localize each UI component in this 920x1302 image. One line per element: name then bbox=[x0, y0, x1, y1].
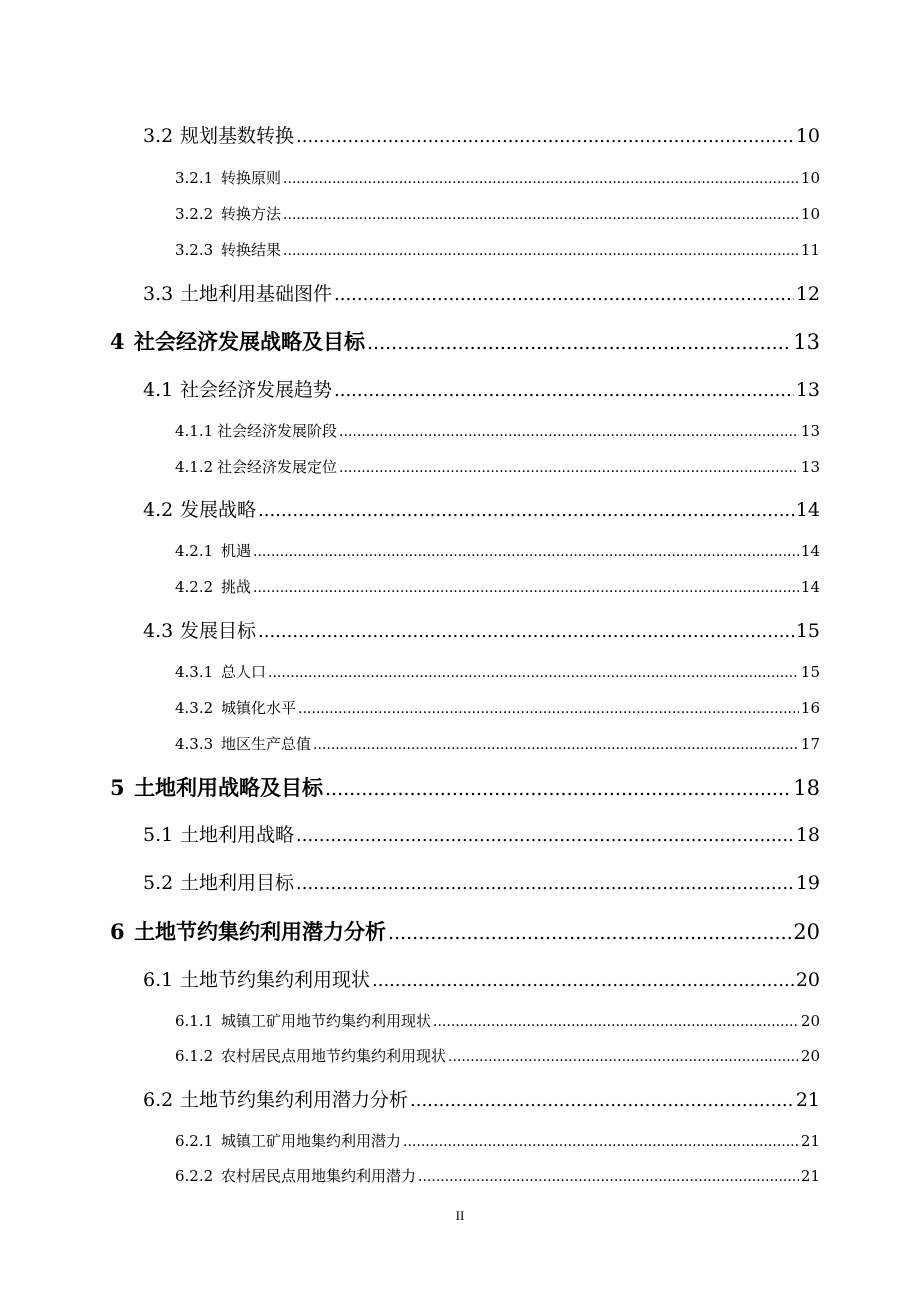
toc-entry-number: 3.2.3 bbox=[175, 241, 214, 259]
toc-entry-title: 发展目标 bbox=[180, 620, 257, 642]
toc-entry-page: 20 bbox=[800, 1047, 820, 1065]
toc-entry-page: 10 bbox=[795, 125, 820, 147]
dot-leader bbox=[258, 500, 794, 521]
toc-entry-page: 19 bbox=[795, 872, 820, 894]
toc-entry[interactable] bbox=[143, 616, 820, 643]
toc-entry-number: 4.3.2 bbox=[175, 699, 214, 717]
toc-entry[interactable] bbox=[175, 1045, 820, 1066]
toc-entry[interactable] bbox=[143, 495, 820, 522]
toc-entry[interactable] bbox=[143, 965, 820, 992]
toc-entry-page: 14 bbox=[800, 578, 820, 596]
toc-entry-title: 城镇化水平 bbox=[221, 699, 297, 717]
dot-leader bbox=[253, 580, 799, 596]
toc-entry-page: 17 bbox=[800, 735, 820, 753]
toc-entry-title: 转换原则 bbox=[221, 169, 282, 187]
dot-leader bbox=[253, 544, 799, 560]
toc-entry-title: 土地利用战略及目标 bbox=[134, 775, 323, 800]
toc-entry-page: 14 bbox=[795, 499, 820, 521]
toc-entry-page: 13 bbox=[800, 422, 820, 440]
toc-entry-number: 4.2 bbox=[143, 499, 174, 521]
toc-entry-number: 4.1.2 bbox=[175, 458, 214, 476]
toc-entry-title: 总人口 bbox=[221, 663, 267, 681]
toc-entry-title: 土地节约集约利用潜力分析 bbox=[180, 1089, 409, 1111]
dot-leader bbox=[388, 922, 791, 944]
dot-leader bbox=[410, 1090, 794, 1111]
dot-leader bbox=[339, 460, 799, 476]
dot-leader bbox=[433, 1014, 799, 1030]
toc-entry-page: 14 bbox=[800, 542, 820, 560]
toc-entry-number: 5.2 bbox=[143, 872, 174, 894]
toc-entry-number: 6.1 bbox=[143, 969, 174, 991]
toc-entry-title: 社会经济发展趋势 bbox=[180, 379, 333, 401]
toc-entry-number: 4.1.1 bbox=[175, 422, 214, 440]
toc-entry[interactable] bbox=[110, 916, 820, 946]
toc-entry-number: 5 bbox=[110, 775, 125, 800]
toc-entry[interactable] bbox=[175, 576, 820, 597]
toc-entry-page: 10 bbox=[800, 169, 820, 187]
toc-entry[interactable] bbox=[175, 733, 820, 754]
toc-entry-title: 农村居民点用地节约集约利用现状 bbox=[221, 1047, 447, 1065]
toc-entry-title: 地区生产总值 bbox=[221, 735, 312, 753]
toc-entry-title: 土地节约集约利用现状 bbox=[180, 969, 371, 991]
dot-leader bbox=[334, 284, 794, 305]
toc-entry[interactable] bbox=[175, 697, 820, 718]
dot-leader bbox=[403, 1134, 799, 1150]
toc-entry-page: 20 bbox=[795, 969, 820, 991]
toc-entry-title: 城镇工矿用地集约利用潜力 bbox=[221, 1132, 402, 1150]
toc-entry-page: 10 bbox=[800, 205, 820, 223]
toc-entry-page: 13 bbox=[795, 379, 820, 401]
toc-entry-number: 3.3 bbox=[143, 283, 174, 305]
toc-entry[interactable] bbox=[175, 1130, 820, 1151]
toc-entry-number: 6.2.1 bbox=[175, 1132, 214, 1150]
dot-leader bbox=[283, 243, 799, 259]
toc-entry-number: 4.2.1 bbox=[175, 542, 214, 560]
toc-entry-title: 转换方法 bbox=[221, 205, 282, 223]
toc-entry-number: 3.2.2 bbox=[175, 205, 214, 223]
toc-entry-title: 规划基数转换 bbox=[180, 125, 295, 147]
toc-entry-number: 6.2.2 bbox=[175, 1167, 214, 1185]
toc-entry-title: 社会经济发展定位 bbox=[217, 458, 338, 476]
toc-entry[interactable] bbox=[175, 456, 820, 477]
toc-entry-number: 3.2 bbox=[143, 125, 174, 147]
toc-entry[interactable] bbox=[143, 279, 820, 306]
toc-entry-number: 4.3.3 bbox=[175, 735, 214, 753]
toc-entry-number: 4 bbox=[110, 329, 125, 354]
toc-entry-title: 机遇 bbox=[221, 542, 252, 560]
page-number: II bbox=[455, 1208, 465, 1223]
dot-leader bbox=[339, 424, 799, 440]
toc-entry-page: 15 bbox=[800, 663, 820, 681]
toc-entry-title: 发展战略 bbox=[180, 499, 257, 521]
dot-leader bbox=[296, 825, 794, 846]
toc-entry[interactable] bbox=[175, 239, 820, 260]
toc-entry[interactable] bbox=[175, 167, 820, 188]
dot-leader bbox=[367, 332, 791, 354]
toc-entry[interactable] bbox=[175, 420, 820, 441]
dot-leader bbox=[418, 1169, 799, 1185]
toc-entry-title: 土地利用基础图件 bbox=[180, 283, 333, 305]
toc-entry-page: 16 bbox=[800, 699, 820, 717]
dot-leader bbox=[258, 621, 794, 642]
toc-entry-page: 21 bbox=[800, 1132, 820, 1150]
toc-entry[interactable] bbox=[143, 375, 820, 402]
dot-leader bbox=[283, 207, 799, 223]
toc-entry-page: 20 bbox=[793, 920, 820, 944]
dot-leader bbox=[448, 1049, 799, 1065]
toc-entry-number: 6 bbox=[110, 919, 125, 944]
toc-entry[interactable] bbox=[175, 661, 820, 682]
toc-entry-title: 社会经济发展阶段 bbox=[217, 422, 338, 440]
dot-leader bbox=[372, 970, 794, 991]
toc-entry[interactable] bbox=[110, 326, 820, 356]
toc-entry-page: 20 bbox=[800, 1012, 820, 1030]
toc-entry-page: 18 bbox=[793, 776, 820, 800]
toc-entry-title: 土地利用战略 bbox=[180, 824, 295, 846]
toc-entry-title: 土地利用目标 bbox=[180, 872, 295, 894]
toc-entry-title: 土地节约集约利用潜力分析 bbox=[134, 919, 386, 944]
toc-entry-number: 6.1.2 bbox=[175, 1047, 214, 1065]
dot-leader bbox=[334, 380, 794, 401]
toc-entry-number: 5.1 bbox=[143, 824, 174, 846]
dot-leader bbox=[313, 737, 799, 753]
dot-leader bbox=[325, 778, 791, 800]
toc-entry[interactable] bbox=[143, 1085, 820, 1112]
toc-entry-page: 11 bbox=[800, 241, 820, 259]
toc-entry[interactable] bbox=[110, 772, 820, 802]
toc-entry[interactable] bbox=[143, 868, 820, 895]
toc-entry[interactable] bbox=[143, 121, 820, 148]
toc-entry-page: 13 bbox=[800, 458, 820, 476]
toc-entry[interactable] bbox=[175, 540, 820, 561]
toc-entry-page: 12 bbox=[795, 283, 820, 305]
toc-entry-page: 21 bbox=[795, 1089, 820, 1111]
dot-leader bbox=[296, 873, 794, 894]
toc-entry-title: 社会经济发展战略及目标 bbox=[134, 329, 365, 354]
toc-entry-page: 18 bbox=[795, 824, 820, 846]
toc-entry-number: 4.3.1 bbox=[175, 663, 214, 681]
toc-entry-number: 4.1 bbox=[143, 379, 174, 401]
toc-entry-title: 转换结果 bbox=[221, 241, 282, 259]
toc-entry-title: 城镇工矿用地节约集约利用现状 bbox=[221, 1012, 432, 1030]
dot-leader bbox=[268, 665, 799, 681]
toc-entry-page: 21 bbox=[800, 1167, 820, 1185]
dot-leader bbox=[283, 171, 799, 187]
toc-entry[interactable] bbox=[175, 1165, 820, 1186]
toc-entry-number: 3.2.1 bbox=[175, 169, 214, 187]
dot-leader bbox=[296, 126, 794, 147]
toc-entry-number: 4.2.2 bbox=[175, 578, 214, 596]
toc-entry[interactable] bbox=[143, 820, 820, 847]
toc-entry-number: 6.2 bbox=[143, 1089, 174, 1111]
dot-leader bbox=[298, 701, 799, 717]
toc-entry[interactable] bbox=[175, 1010, 820, 1031]
toc-entry[interactable] bbox=[175, 203, 820, 224]
toc-entry-title: 挑战 bbox=[221, 578, 252, 596]
toc-entry-number: 4.3 bbox=[143, 620, 174, 642]
toc-entry-page: 13 bbox=[793, 330, 820, 354]
toc-entry-title: 农村居民点用地集约利用潜力 bbox=[221, 1167, 417, 1185]
toc-entry-page: 15 bbox=[795, 620, 820, 642]
toc-entry-number: 6.1.1 bbox=[175, 1012, 214, 1030]
